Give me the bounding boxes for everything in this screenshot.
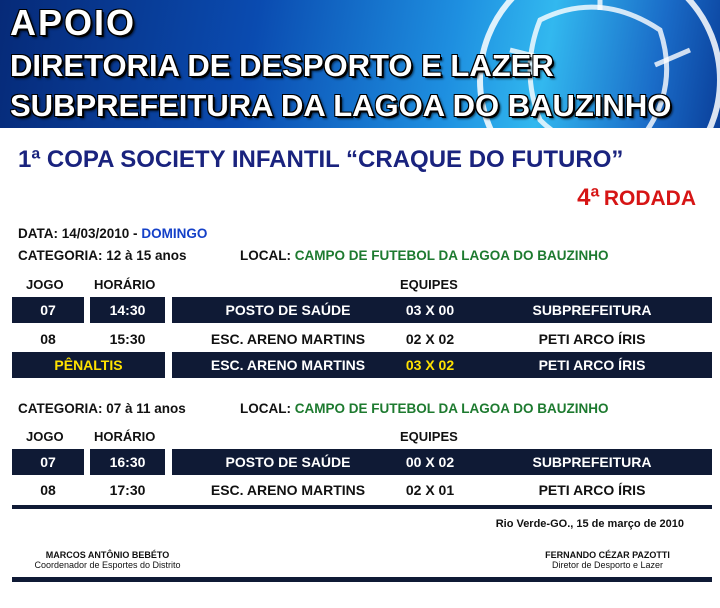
team-b: PETI ARCO ÍRIS — [538, 482, 646, 498]
game-number: 08 — [40, 331, 56, 347]
signature-right-role: Diretor de Desporto e Lazer — [551, 560, 664, 570]
score: 03 X 00 — [405, 302, 455, 318]
signature-left-role: Coordenador de Esportes do Distrito — [34, 560, 181, 570]
table-row — [12, 449, 712, 475]
date-label: DATA: 14/03/2010 - — [18, 226, 138, 241]
header-banner — [0, 0, 720, 128]
round-number: 4ª — [577, 184, 600, 211]
signature-left-name: MARCOS ANTÔNIO BEBÉTO — [45, 550, 170, 560]
team-b: SUBPREFEITURA — [532, 454, 652, 470]
header-horario-1: HORÁRIO — [94, 277, 156, 292]
team-a: ESC. ARENO MARTINS — [210, 482, 366, 498]
header-jogo-1: JOGO — [26, 277, 64, 292]
signature-right-name: FERNANDO CÉZAR PAZOTTI — [545, 550, 670, 560]
category-1: CATEGORIA: 12 à 15 anos — [18, 248, 187, 263]
table-row — [12, 297, 712, 323]
banner-line-diretoria: DIRETORIA DE DESPORTO E LAZER — [10, 48, 554, 83]
game-time: 17:30 — [109, 482, 146, 498]
local-2 — [240, 401, 609, 416]
page-title: 1ª COPA SOCIETY INFANTIL “CRAQUE DO FUTURO” — [18, 146, 624, 173]
game-number: 07 — [40, 454, 56, 470]
team-a: POSTO DE SAÚDE — [225, 302, 351, 318]
score: 00 X 02 — [405, 454, 455, 470]
game-number: 07 — [40, 302, 56, 318]
header-horario-2: HORÁRIO — [94, 429, 156, 444]
game-time: 16:30 — [109, 454, 146, 470]
table-row-penalties — [12, 352, 712, 378]
team-a: POSTO DE SAÚDE — [225, 454, 351, 470]
team-b: PETI ARCO ÍRIS — [538, 331, 646, 347]
header-equipes-2: EQUIPES — [400, 429, 458, 444]
game-number: 08 — [40, 482, 56, 498]
local-1-value: CAMPO DE FUTEBOL DA LAGOA DO BAUZINHO — [294, 248, 609, 263]
local-1 — [240, 248, 609, 263]
signature-left — [20, 550, 195, 570]
team-b: PETI ARCO ÍRIS — [538, 357, 646, 373]
game-time: 15:30 — [109, 331, 146, 347]
banner-line-subprefeitura: SUBPREFEITURA DA LAGOA DO BAUZINHO — [10, 88, 672, 123]
team-b: SUBPREFEITURA — [532, 302, 652, 318]
round-word: RODADA — [603, 187, 696, 210]
table-row — [12, 326, 712, 352]
round-label — [577, 184, 696, 212]
banner-line-apoio: APOIO — [10, 2, 137, 43]
score: 02 X 02 — [405, 331, 455, 347]
local-2-label: LOCAL: — [240, 401, 291, 416]
local-1-label: LOCAL: — [240, 248, 291, 263]
local-2-value: CAMPO DE FUTEBOL DA LAGOA DO BAUZINHO — [294, 401, 609, 416]
signature-right — [520, 550, 695, 570]
table-divider — [12, 505, 712, 509]
place-date: Rio Verde-GO., 15 de março de 2010 — [495, 518, 684, 530]
header-jogo-2: JOGO — [26, 429, 64, 444]
team-a: ESC. ARENO MARTINS — [210, 331, 366, 347]
bottom-rule — [12, 577, 712, 582]
team-a: ESC. ARENO MARTINS — [210, 357, 366, 373]
game-time: 14:30 — [109, 302, 146, 318]
date-day: DOMINGO — [141, 226, 208, 241]
header-equipes-1: EQUIPES — [400, 277, 458, 292]
date-line — [18, 226, 207, 241]
penalties-label: PÊNALTIS — [54, 357, 123, 373]
category-2: CATEGORIA: 07 à 11 anos — [18, 401, 186, 416]
score: 02 X 01 — [405, 482, 455, 498]
score: 03 X 02 — [405, 357, 455, 373]
table-row — [12, 477, 712, 503]
